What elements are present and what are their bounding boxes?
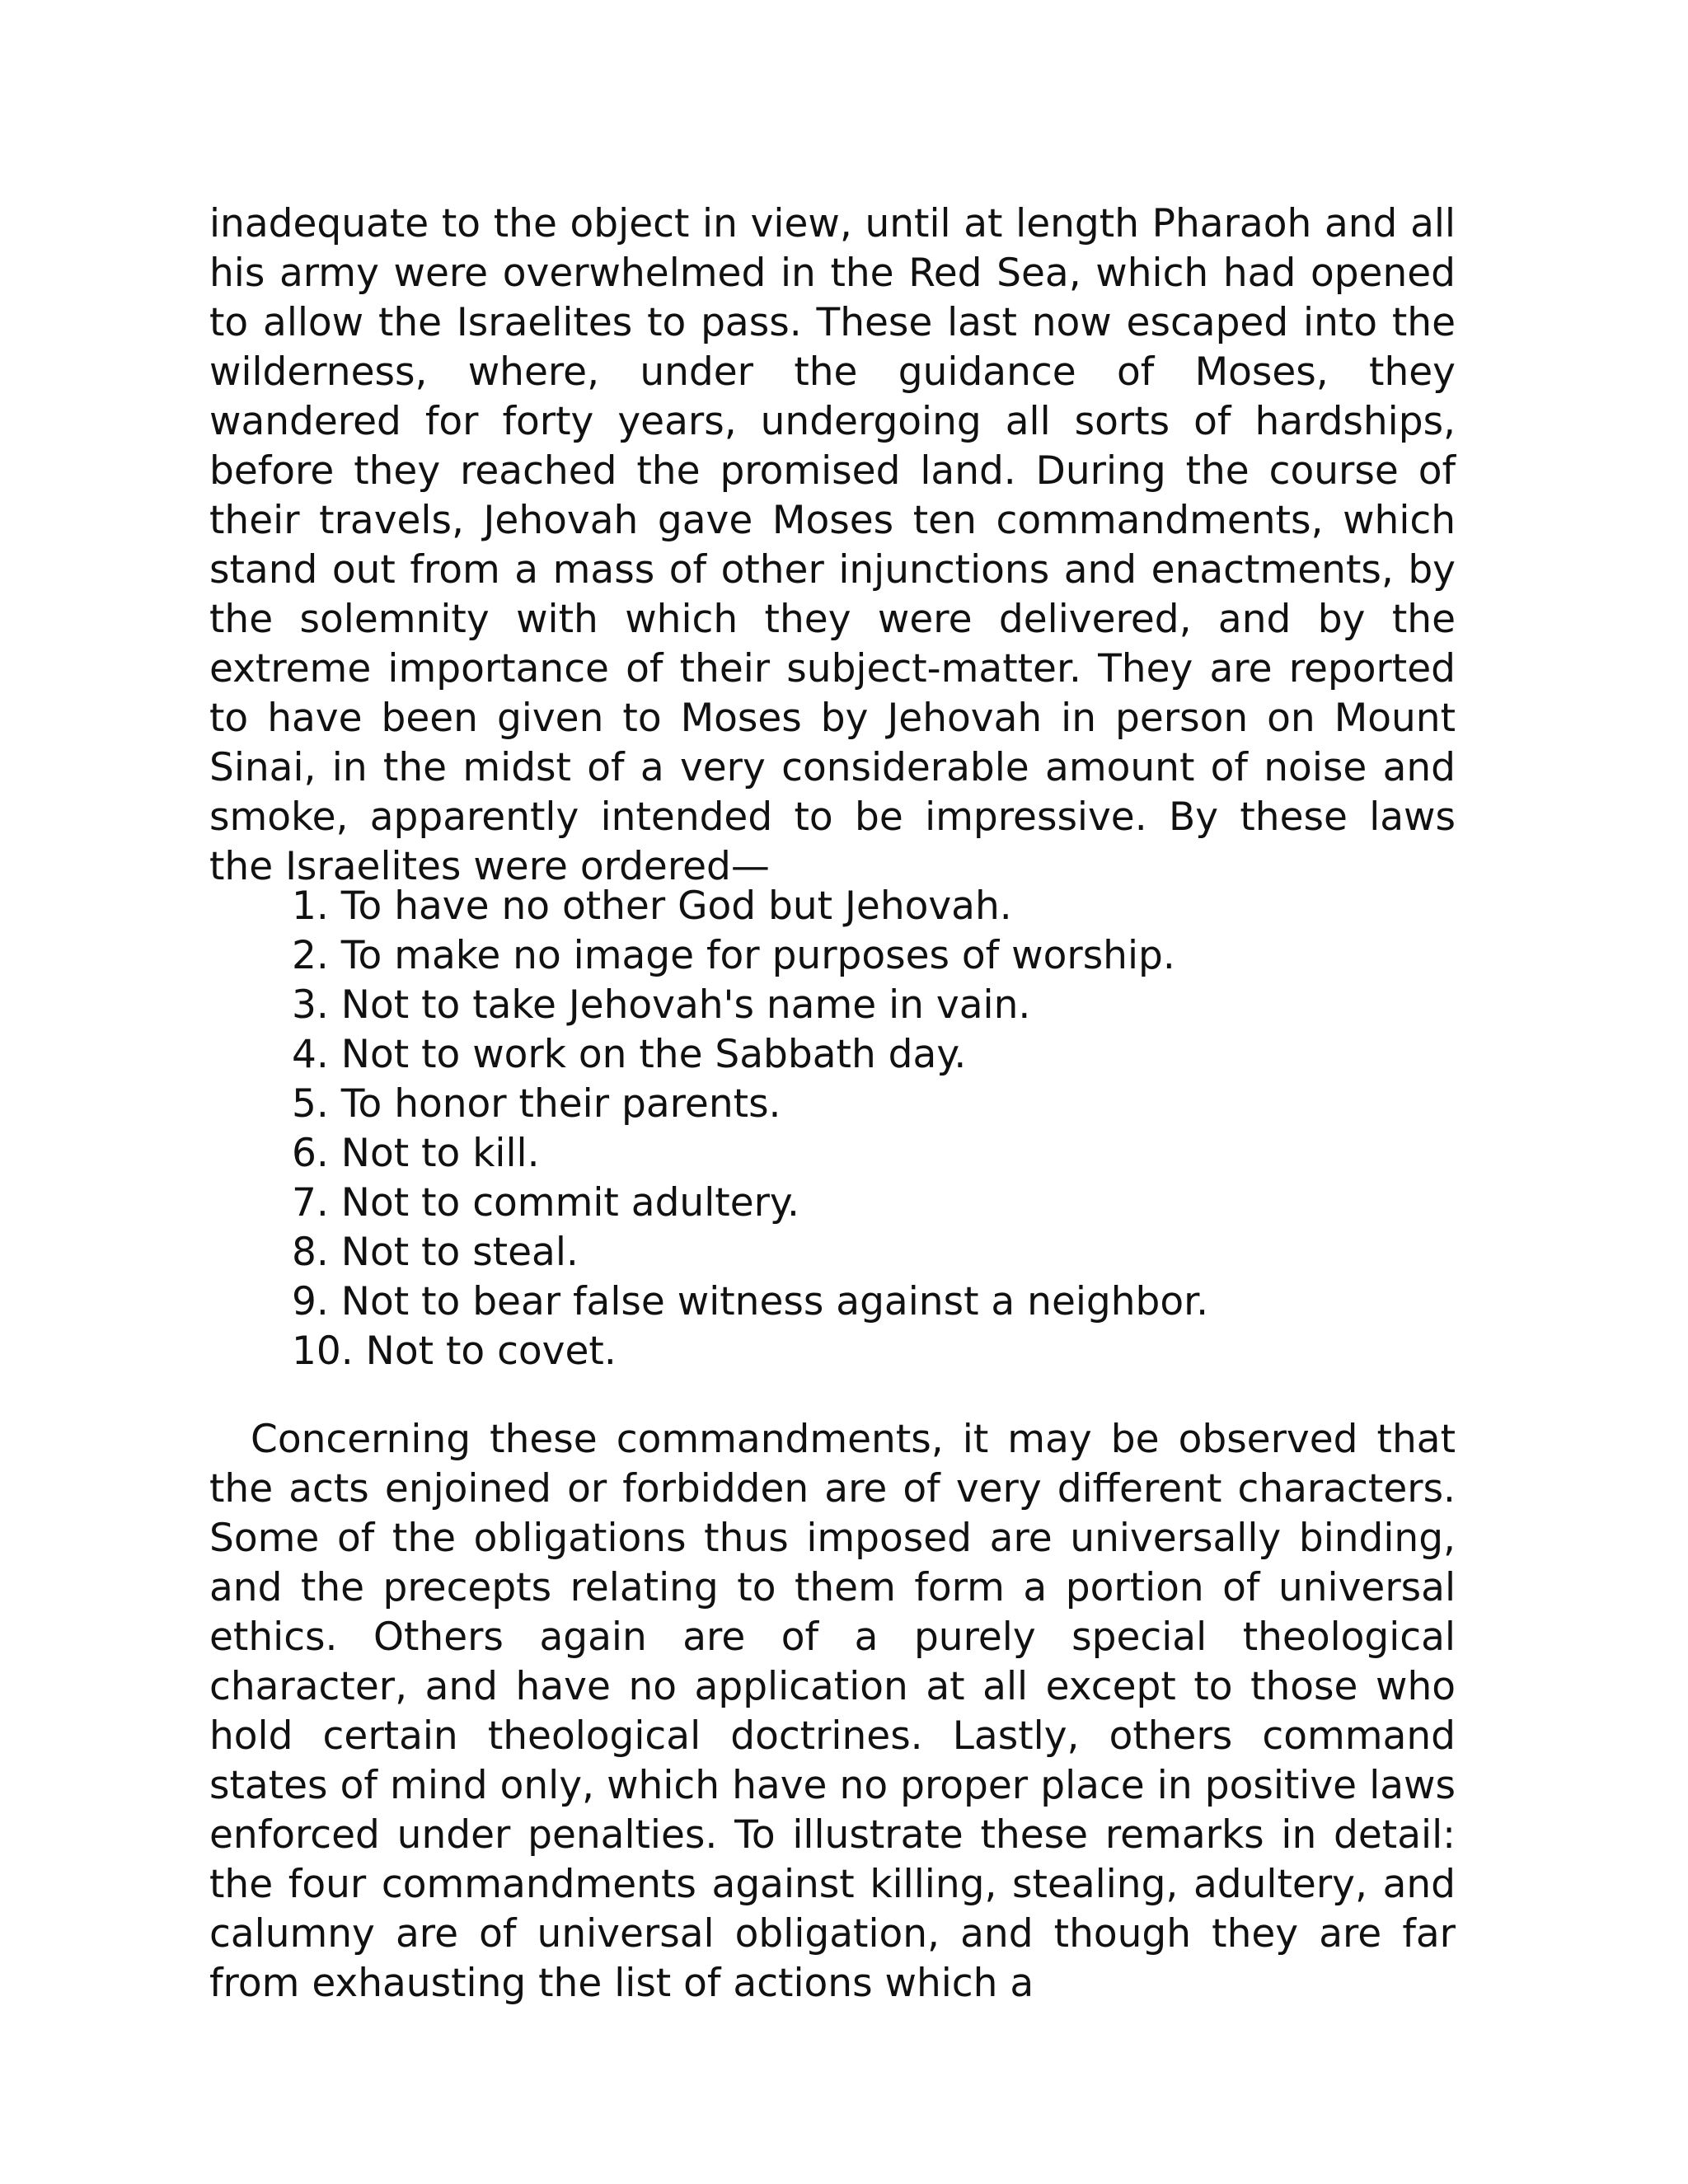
commandment-item: 2. To make no image for purposes of worship. (292, 933, 1175, 978)
commandment-item: 3. Not to take Jehovah's name in vain. (292, 982, 1031, 1028)
commandment-item: 7. Not to commit adultery. (292, 1180, 799, 1226)
paragraph-commentary: Concerning these commandments, it may be observed that the acts enjoined or forbidden are of very different characters. Some of the obligations thus imposed are universally binding, and the precepts relating to them form a portion of universal ethics. Others again are of a purely special theological character, and have no application at all except to those who hold certain theological doctrines. Lastly, others command states of mind only, which have no proper place in positive laws enforced under penalties. To illustrate these remarks in detail: the four commandments against killing, stealing, adultery, and calumny are of universal obligation, and though they are far from exhausting the list of actions which a (209, 1417, 1456, 2006)
commandment-item: 10. Not to covet. (292, 1329, 617, 1374)
commandment-item: 9. Not to bear false witness against a neighbor. (292, 1279, 1209, 1324)
commandment-item: 8. Not to steal. (292, 1230, 579, 1275)
commandment-item: 4. Not to work on the Sabbath day. (292, 1032, 967, 1077)
commandment-item: 5. To honor their parents. (292, 1081, 781, 1127)
paragraph-intro: inadequate to the object in view, until at length Pharaoh and all his army were overwhelmed in the Red Sea, which had opened to allow the Israelites to pass. These last now escaped into the wilderness, where, under the guidance of Moses, they wandered for forty years, undergoing all sorts of hardships, before they reached the promised land. During the course of their travels, Jehovah gave Moses ten commandments, which stand out from a mass of other injunctions and enactments, by the solemnity with which they were delivered, and by the extreme importance of their subject-matter. They are reported to have been given to Moses by Jehovah in person on Mount Sinai, in the midst of a very considerable amount of noise and smoke, apparently intended to be impressive. By these laws the Israelites were ordered— (209, 201, 1456, 889)
commandments-list (292, 882, 1208, 1376)
commandment-item: 1. To have no other God but Jehovah. (292, 883, 1012, 929)
commandment-item: 6. Not to kill. (292, 1131, 540, 1176)
